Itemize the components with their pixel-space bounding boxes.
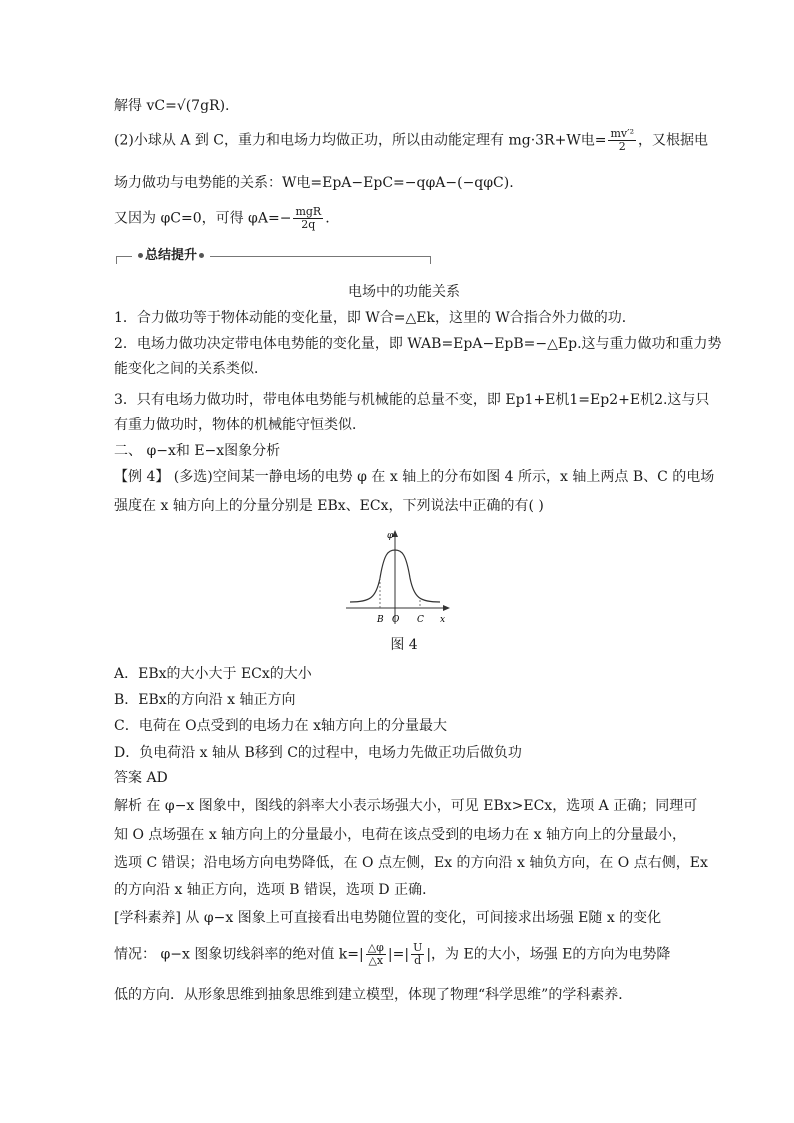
summary-item-2b: 能变化之间的关系类似． xyxy=(114,361,268,377)
figure-caption: 图 4 xyxy=(390,637,418,653)
section-heading: 电场中的功能关系 xyxy=(348,284,460,300)
option-d: D．负电荷沿 x 轴从 B移到 C的过程中，电场力先做正功后做负功 xyxy=(114,745,522,761)
potential-graph-figure xyxy=(340,528,452,628)
option-b: B．EBx的方向沿 x 轴正方向 xyxy=(114,692,296,708)
fraction: $\frac{U}{d}$ xyxy=(413,941,423,967)
example-line-2: 强度在 x 轴方向上的分量分别是 EBx、ECx，下列说法中正确的有( ) xyxy=(114,498,544,514)
summary-item-1: 1．合力做功等于物体动能的变化量，即 W合=△Ek，这里的 W合指合外力做的功． xyxy=(114,310,636,326)
analysis-line-3: 选项 C 错误；沿电场方向电势降低，在 O 点左侧，Ex 的方向沿 x 轴负方向，在 O 点右侧，Ex xyxy=(114,855,708,871)
analysis-line-2: 知 O 点场强在 x 轴方向上的分量最小，电荷在该点受到的电场力在 x 轴方向上的分量最小， xyxy=(114,827,686,843)
solution-line-3: 场力做功与电势能的关系：W电=EpA−EpC=−qφA−(−qφC). xyxy=(114,175,514,191)
solution-line-1: 解得 vC=√(7gR). xyxy=(114,98,230,114)
summary-item-3a: 3．只有电场力做功时，带电体电势能与机械能的总量不变，即 Ep1+E机1=Ep2+E机2.这与只 xyxy=(114,392,710,408)
section-2-title: 二、 φ−x和 E−x图象分析 xyxy=(114,443,281,459)
fraction: $\frac{\text{mgR}}{2q}$ xyxy=(295,205,322,231)
summary-badge xyxy=(114,248,432,266)
axis-label-y: φ xyxy=(387,531,394,541)
option-a: A．EBx的大小大于 ECx的大小 xyxy=(114,666,312,682)
literacy-line-1: [学科素养] 从 φ−x 图象上可直接看出电势随位置的变化，可间接求出场强 E随 x 的变化 xyxy=(114,910,662,926)
summary-item-2a: 2．电场力做功决定带电体电势能的变化量，即 WAB=EpA−EpB=−△Ep.这与重力做功和重力势 xyxy=(114,336,722,352)
fraction: $\frac{\text{mv′²}}{2}$ xyxy=(610,127,635,153)
point-label-b: B xyxy=(377,615,384,625)
option-c: C．电荷在 O点受到的电场力在 x轴方向上的分量最大 xyxy=(114,718,447,734)
analysis-line-4: 的方向沿 x 轴正方向，选项 B 错误，选项 D 正确． xyxy=(114,882,437,898)
fraction: $\frac{\triangle\varphi}{\triangle x}$ xyxy=(367,941,384,967)
solution-line-4: 又因为 φC=0，可得 φA=− $\frac{\text{mgR}}{2q}$ . xyxy=(114,205,330,231)
answer-line: 答案 AD xyxy=(114,770,168,786)
axis-label-x: x xyxy=(440,615,446,625)
summary-item-3b: 有重力做功时，物体的机械能守恒类似． xyxy=(114,417,366,433)
point-label-o: O xyxy=(392,615,400,625)
solution-line-2: (2)小球从 A 到 C，重力和电场力均做正功，所以由动能定理有 mg·3R+W电= $\frac{\text{mv′²}}{2}$ ，又根据电 xyxy=(114,127,709,153)
literacy-line-2: 情况： φ−x 图象切线斜率的绝对值 k=| $\frac{\triangle\varphi}{\triangle x}$ |=| $\frac{U}{d}$ |，为 E的大小，场强 E的方向为电势降 xyxy=(114,941,671,967)
literacy-line-3: 低的方向．从形象思维到抽象思维到建立模型，体现了物理“科学思维”的学科素养． xyxy=(114,987,633,1003)
analysis-line-1: 解析 在 φ−x 图象中，图线的斜率大小表示场强大小，可见 EBx>ECx，选项 A 正确；同理可 xyxy=(114,798,698,814)
point-label-c: C xyxy=(417,615,424,625)
example-line-1: 【例 4】 (多选)空间某一静电场的电势 φ 在 x 轴上的分布如图 4 所示，x 轴上两点 B、C 的电场 xyxy=(114,469,715,485)
summary-badge-label: 总结提升 xyxy=(132,248,210,264)
